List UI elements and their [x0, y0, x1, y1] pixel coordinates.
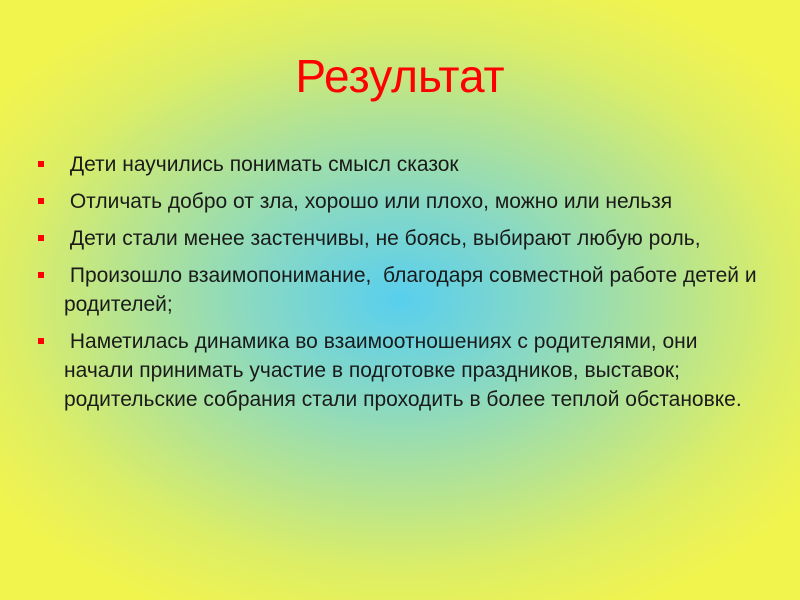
- bullet-text: Дети стали менее застенчивы, не боясь, выбирают любую роль,: [64, 227, 701, 250]
- bullet-text: Наметилась динамика во взаимоотношениях с родителями, они начали принимать участие в подготовке праздников, выставок; родительские собрания стали проходить в более теплой обстановке.: [64, 330, 742, 411]
- square-bullet-icon: [38, 161, 44, 167]
- list-item: [38, 187, 758, 216]
- list-item: [38, 150, 758, 179]
- bullet-list: [38, 150, 763, 422]
- bullet-text: Произошло взаимопонимание, благодаря совместной работе детей и родителей;: [64, 264, 763, 316]
- bullet-text: Дети научились понимать смысл сказок: [64, 153, 459, 176]
- list-item: [38, 327, 758, 414]
- square-bullet-icon: [38, 338, 44, 344]
- list-item: [38, 224, 758, 253]
- bullet-text: Отличать добро от зла, хорошо или плохо, можно или нельзя: [64, 190, 673, 213]
- square-bullet-icon: [38, 198, 44, 204]
- slide-title: Результат: [295, 50, 505, 102]
- square-bullet-icon: [38, 272, 44, 278]
- list-item: [38, 261, 763, 319]
- square-bullet-icon: [38, 235, 44, 241]
